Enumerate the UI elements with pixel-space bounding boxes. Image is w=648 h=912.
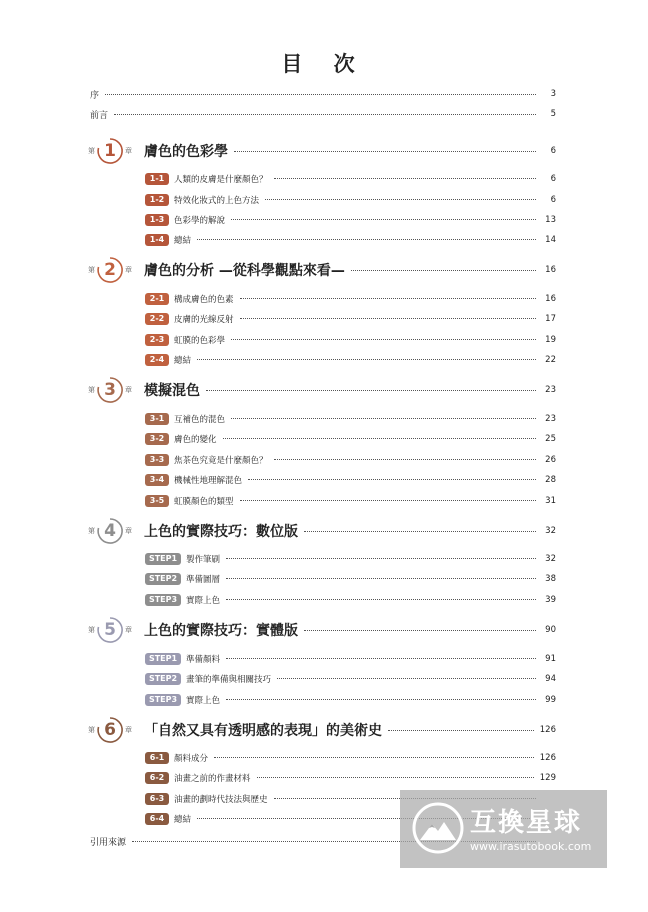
dot-leader: [226, 699, 536, 700]
dot-leader: [226, 599, 536, 600]
chapter-number-circle: [96, 376, 124, 404]
entry-label: 製作筆刷: [186, 554, 221, 565]
chapter-suffix: 章: [125, 527, 132, 535]
page-number: 94: [545, 673, 556, 684]
chapter-marker: [88, 255, 144, 285]
dot-leader: [274, 459, 536, 460]
toc-entry-6-1[interactable]: [145, 751, 556, 764]
chapter-heading-3[interactable]: [88, 375, 556, 405]
page-number: 26: [545, 454, 556, 465]
section-badge: 3-1: [145, 413, 169, 425]
step-badge: STEP3: [145, 594, 181, 606]
toc-entry-6-2[interactable]: [145, 771, 556, 784]
chapter-prefix: 第: [88, 266, 95, 274]
page-number: 39: [545, 594, 556, 605]
toc-entry-4-step3[interactable]: [145, 593, 556, 606]
section-badge: 2-4: [145, 354, 169, 366]
section-badge: 3-3: [145, 454, 169, 466]
toc-entry-2-1[interactable]: [145, 292, 556, 305]
entry-label: 序: [90, 90, 100, 101]
dot-leader: [388, 730, 534, 731]
chapter-prefix: 第: [88, 626, 95, 634]
dot-leader: [226, 658, 536, 659]
entry-label: 總結: [174, 814, 192, 825]
entry-label: 色彩學的解說: [174, 215, 226, 226]
chapter-number-circle: [96, 616, 124, 644]
entry-label: 總結: [174, 355, 192, 366]
page-number: 22: [545, 354, 556, 365]
chapter-marker: [88, 615, 144, 645]
toc-entry-3-3[interactable]: [145, 453, 556, 466]
toc-entry-5-step2[interactable]: [145, 672, 556, 685]
page-number: 91: [545, 653, 556, 664]
toc-entry-2-4[interactable]: [145, 353, 556, 366]
watermark-url: www.irasutobook.com: [470, 840, 592, 853]
entry-label: 構成膚色的色素: [174, 294, 234, 305]
section-badge: 3-2: [145, 433, 169, 445]
chapter-heading-4[interactable]: [88, 516, 556, 546]
entry-label: 機械性地理解混色: [174, 475, 243, 486]
chapter-number-circle: [96, 716, 124, 744]
section-badge: 1-1: [145, 173, 169, 185]
dot-leader: [351, 270, 536, 271]
page-number: 5: [550, 109, 556, 119]
page-number: 3: [550, 89, 556, 99]
toc-entry-1-1[interactable]: [145, 172, 556, 185]
page-number: 17: [545, 313, 556, 324]
chapter-number: 3: [104, 380, 116, 400]
page-number: 6: [550, 146, 556, 156]
chapter-title: 模擬混色: [144, 383, 200, 399]
dot-leader: [277, 678, 536, 679]
entry-label: 準備圖層: [186, 574, 221, 585]
entry-label: 膚色的變化: [174, 434, 217, 445]
section-badge: 3-5: [145, 495, 169, 507]
entry-label: 畫筆的準備與相關技巧: [186, 674, 272, 685]
dot-leader: [114, 114, 536, 115]
chapter-title: 膚色的色彩學: [144, 144, 228, 160]
toc-entry-5-step3[interactable]: [145, 693, 556, 706]
dot-leader: [304, 531, 536, 532]
chapter-number-circle: [96, 256, 124, 284]
toc-entry-3-2[interactable]: [145, 432, 556, 445]
toc-entry-2-2[interactable]: [145, 312, 556, 325]
entry-label: 前言: [90, 110, 109, 121]
dot-leader: [231, 219, 536, 220]
chapter-marker: [88, 516, 144, 546]
chapter-number-circle: [96, 137, 124, 165]
dot-leader: [197, 359, 536, 360]
chapter-number: 1: [104, 141, 116, 161]
chapter-marker: [88, 136, 144, 166]
chapter-prefix: 第: [88, 147, 95, 155]
entry-label: 引用來源: [90, 837, 127, 848]
chapter-title: 膚色的分析 —從科學觀點來看—: [144, 263, 345, 279]
chapter-suffix: 章: [125, 266, 132, 274]
entry-label: 實際上色: [186, 695, 221, 706]
step-badge: STEP1: [145, 553, 181, 565]
entry-label: 實際上色: [186, 595, 221, 606]
dot-leader: [240, 500, 536, 501]
watermark-name: 互換星球: [470, 808, 583, 838]
step-badge: STEP1: [145, 653, 181, 665]
dot-leader: [265, 199, 536, 200]
page-number: 14: [545, 234, 556, 245]
entry-label: 顏料成分: [174, 753, 209, 764]
chapter-number: 4: [104, 521, 116, 541]
entry-label: 油畫的劃時代技法與歷史: [174, 794, 268, 805]
dot-leader: [240, 298, 536, 299]
chapter-title: 上色的實際技巧：實體版: [144, 623, 298, 639]
chapter-heading-6[interactable]: [88, 715, 556, 745]
entry-label: 特效化妝式的上色方法: [174, 195, 260, 206]
dot-leader: [206, 390, 536, 391]
chapter-marker: [88, 375, 144, 405]
section-badge: 2-2: [145, 313, 169, 325]
section-badge: 6-2: [145, 772, 169, 784]
dot-leader: [304, 630, 536, 631]
dot-leader: [234, 151, 536, 152]
chapter-marker: [88, 715, 144, 745]
page-number: 19: [545, 334, 556, 345]
entry-label: 油畫之前的作畫材料: [174, 773, 251, 784]
dot-leader: [226, 578, 536, 579]
section-badge: 2-1: [145, 293, 169, 305]
chapter-number: 5: [104, 620, 116, 640]
page-number: 32: [545, 553, 556, 564]
watermark: [400, 790, 607, 868]
page-number: 129: [539, 772, 556, 783]
chapter-prefix: 第: [88, 386, 95, 394]
section-badge: 6-4: [145, 813, 169, 825]
chapter-heading-1[interactable]: [88, 136, 556, 166]
page-title: 目 次: [281, 52, 367, 76]
dot-leader: [214, 757, 534, 758]
chapter-prefix: 第: [88, 527, 95, 535]
dot-leader: [223, 438, 536, 439]
page-number: 28: [545, 474, 556, 485]
dot-leader: [257, 777, 534, 778]
entry-label: 皮膚的光線反射: [174, 314, 234, 325]
page-number: 126: [539, 752, 556, 763]
dot-leader: [240, 318, 536, 319]
page-number: 16: [545, 265, 556, 275]
entry-label: 虹膜顏色的類型: [174, 496, 234, 507]
toc-entry-foreword[interactable]: [90, 108, 556, 120]
page-number: 6: [550, 173, 556, 184]
section-badge: 1-2: [145, 194, 169, 206]
dot-leader: [231, 339, 536, 340]
page-number: 16: [545, 293, 556, 304]
entry-label: 互補色的混色: [174, 414, 226, 425]
chapter-number: 6: [104, 720, 116, 740]
section-badge: 3-4: [145, 474, 169, 486]
page-number: 90: [545, 625, 556, 635]
toc-entry-1-3[interactable]: [145, 213, 556, 226]
chapter-suffix: 章: [125, 626, 132, 634]
step-badge: STEP3: [145, 694, 181, 706]
chapter-title: 「自然又具有透明感的表現」的美術史: [144, 723, 382, 739]
entry-label: 人類的皮膚是什麼顏色？: [174, 174, 268, 185]
page-number: 38: [545, 573, 556, 584]
toc-entry-5-step1[interactable]: [145, 652, 556, 665]
toc-entry-1-4[interactable]: [145, 233, 556, 246]
entry-label: 準備顏料: [186, 654, 221, 665]
dot-leader: [197, 239, 536, 240]
toc-entry-2-3[interactable]: [145, 333, 556, 346]
step-badge: STEP2: [145, 573, 181, 585]
section-badge: 6-1: [145, 752, 169, 764]
toc-entry-3-5[interactable]: [145, 494, 556, 507]
chapter-suffix: 章: [125, 726, 132, 734]
entry-label: 總結: [174, 235, 192, 246]
chapter-number: 2: [104, 260, 116, 280]
dot-leader: [274, 178, 536, 179]
chapter-suffix: 章: [125, 386, 132, 394]
toc-entry-4-step2[interactable]: [145, 572, 556, 585]
dot-leader: [231, 418, 536, 419]
chapter-number-circle: [96, 517, 124, 545]
toc-entry-1-2[interactable]: [145, 193, 556, 206]
page-number: 126: [539, 725, 556, 735]
page-number: 23: [545, 413, 556, 424]
mountain-logo-icon: [412, 802, 464, 854]
entry-label: 虹膜的色彩學: [174, 335, 226, 346]
page-number: 99: [545, 694, 556, 705]
page-number: 25: [545, 433, 556, 444]
dot-leader: [105, 94, 536, 95]
toc-entry-3-1[interactable]: [145, 412, 556, 425]
step-badge: STEP2: [145, 673, 181, 685]
entry-label: 焦茶色究竟是什麼顏色？: [174, 455, 268, 466]
toc-entry-3-4[interactable]: [145, 473, 556, 486]
chapter-title: 上色的實際技巧：數位版: [144, 524, 298, 540]
chapter-prefix: 第: [88, 726, 95, 734]
dot-leader: [226, 558, 536, 559]
toc-entry-4-step1[interactable]: [145, 552, 556, 565]
toc-entry-preface[interactable]: [90, 88, 556, 100]
page-number: 13: [545, 214, 556, 225]
chapter-heading-2[interactable]: [88, 255, 556, 285]
section-badge: 1-3: [145, 214, 169, 226]
chapter-suffix: 章: [125, 147, 132, 155]
dot-leader: [248, 479, 536, 480]
page-number: 31: [545, 495, 556, 506]
chapter-heading-5[interactable]: [88, 615, 556, 645]
page-number: 6: [550, 194, 556, 205]
page-number: 32: [545, 526, 556, 536]
page-number: 23: [545, 385, 556, 395]
section-badge: 1-4: [145, 234, 169, 246]
section-badge: 2-3: [145, 334, 169, 346]
section-badge: 6-3: [145, 793, 169, 805]
